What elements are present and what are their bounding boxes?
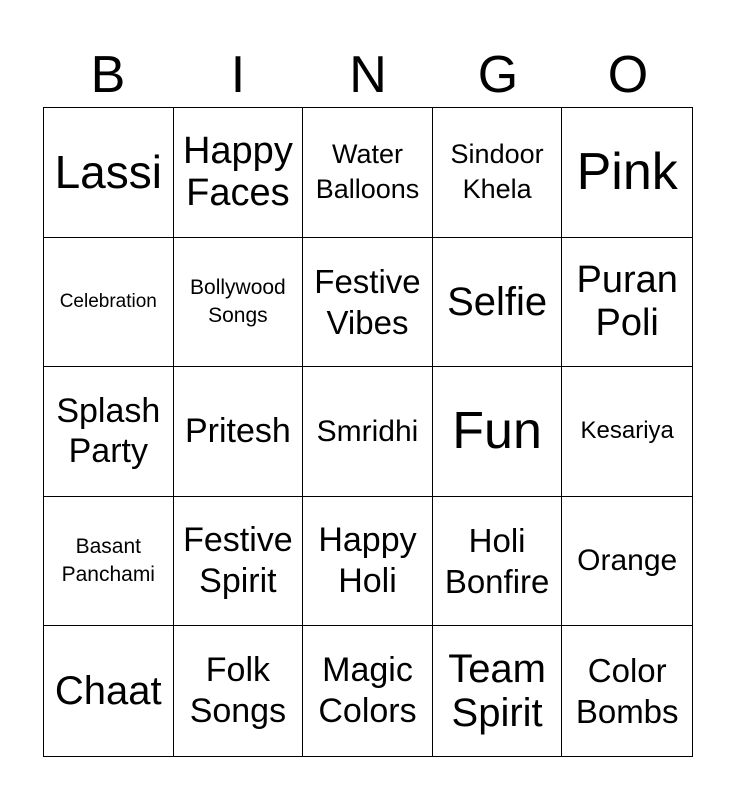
cell-label: Kesariya [580,417,674,445]
header-letter-b: B [90,46,126,104]
bingo-cell-r4-c4[interactable] [433,497,563,627]
cell-label: Smridhi [316,414,419,448]
bingo-cell-r3-c3[interactable] [303,367,433,497]
cell-label: Splash Party [56,391,161,471]
bingo-cell-r2-c2[interactable] [174,238,304,368]
bingo-cell-r2-c1[interactable] [44,238,174,368]
bingo-cell-r5-c5[interactable] [562,626,692,756]
cell-label: Folk Songs [189,651,287,731]
cell-label: Lassi [54,145,162,198]
bingo-cell-r4-c5[interactable] [562,497,692,627]
bingo-cell-r5-c4[interactable] [433,626,563,756]
cell-label: Water Balloons [315,139,420,205]
header-letter-o: O [607,46,649,104]
cell-label: Pink [576,142,678,201]
header-letter-g: G [477,46,519,104]
header-letter-i: I [230,46,246,104]
bingo-cell-r1-c4[interactable] [433,108,563,238]
bingo-cell-r3-c4[interactable] [433,367,563,497]
cell-label: Chaat [54,669,162,714]
cell-label: Happy Holi [318,521,417,601]
cell-label: Puran Poli [576,259,678,344]
bingo-cell-r3-c1[interactable] [44,367,174,497]
cell-label: Bollywood Songs [190,275,286,327]
bingo-cell-r1-c2[interactable] [174,108,304,238]
bingo-cell-r5-c1[interactable] [44,626,174,756]
bingo-cell-r3-c2[interactable] [174,367,304,497]
bingo-cell-r1-c3[interactable] [303,108,433,238]
cell-label: Festive Spirit [183,521,293,601]
bingo-cell-r2-c3[interactable] [303,238,433,368]
cell-label: Fun [452,401,542,460]
cell-label: Basant Panchami [61,534,155,587]
cell-label: Color Bombs [575,651,679,731]
bingo-board [43,107,693,757]
bingo-cell-r1-c5[interactable] [562,108,692,238]
cell-label: Magic Colors [318,651,417,731]
bingo-cell-r5-c3[interactable] [303,626,433,756]
bingo-header [43,44,693,106]
bingo-cell-r1-c1[interactable] [44,108,174,238]
cell-label: Happy Faces [182,129,293,215]
bingo-cell-r3-c5[interactable] [562,367,692,497]
header-letter-n: N [349,46,387,104]
cell-label: Festive Vibes [314,262,421,341]
cell-label: Celebration [59,291,157,313]
cell-label: Sindoor Khela [450,139,544,205]
bingo-cell-r2-c5[interactable] [562,238,692,368]
bingo-cell-r4-c3[interactable] [303,497,433,627]
cell-label: Team Spirit [448,647,546,736]
bingo-cell-r4-c1[interactable] [44,497,174,627]
cell-label: Orange [577,544,678,578]
cell-label: Holi Bonfire [444,521,550,601]
cell-label: Selfie [447,279,548,324]
bingo-cell-r4-c2[interactable] [174,497,304,627]
bingo-cell-r2-c4[interactable] [433,238,563,368]
cell-label: Pritesh [184,412,291,451]
bingo-cell-r5-c2[interactable] [174,626,304,756]
